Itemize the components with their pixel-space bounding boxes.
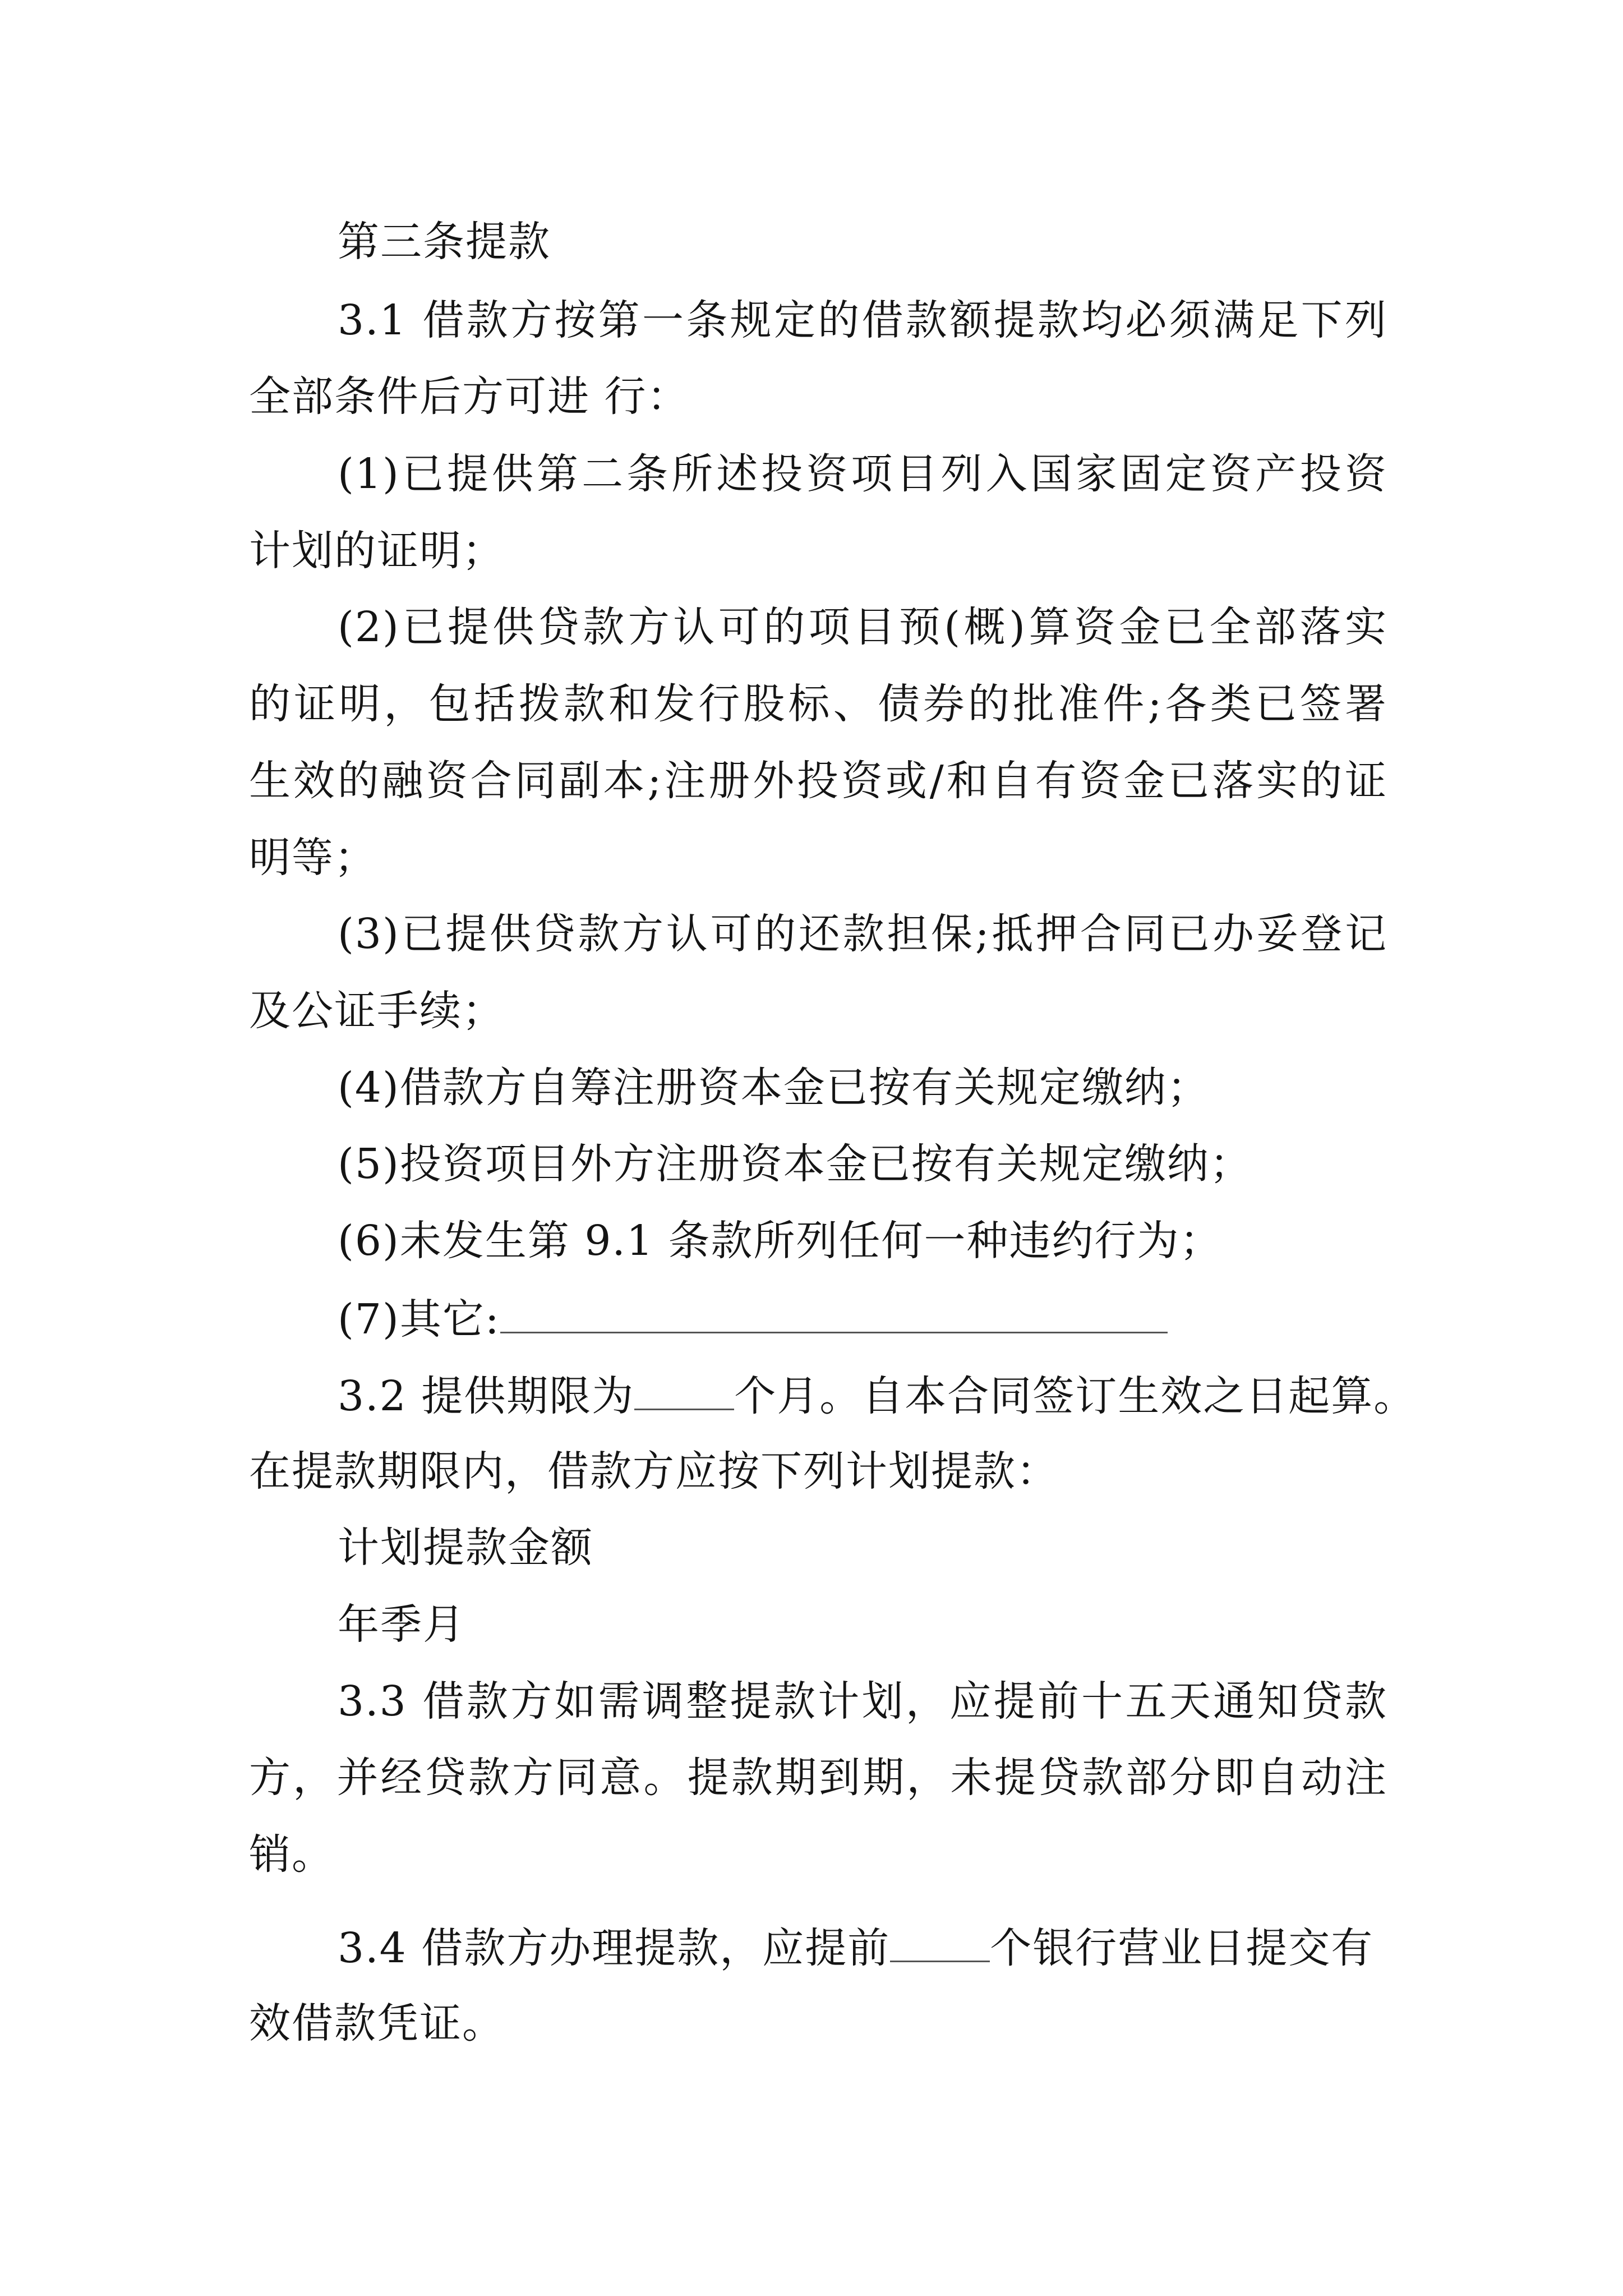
clause-3-2-tail: 个月。自本合同签订生效之日起算。 (734, 1372, 1417, 1420)
condition-1-line-2: 计划的证明； (249, 527, 505, 575)
clause-3-1-line-1: 3.1 借款方按第一条规定的借款额提款均必须满足下列 (338, 296, 1387, 344)
condition-7-label: (7)其它: (338, 1295, 500, 1343)
months-blank (634, 1369, 734, 1410)
plan-amount-label: 计划提款金额 (338, 1524, 593, 1572)
clause-3-1-line-2: 全部条件后方可进 行： (249, 372, 690, 421)
condition-2-line-3: 生效的融资合同副本;注册外投资或/和自有资金已落实的证 (249, 757, 1387, 805)
clause-3-3-line-1: 3.3 借款方如需调整提款计划，应提前十五天通知贷款 (338, 1677, 1387, 1726)
business-days-blank (890, 1921, 990, 1962)
clause-3-3-line-3: 销。 (249, 1830, 334, 1879)
clause-3-4-tail: 个银行营业日提交有 (990, 1924, 1374, 1972)
condition-2-line-1: (2)已提供贷款方认可的项目预(概)算资金已全部落实 (338, 603, 1387, 651)
clause-3-2-line-1 (338, 1369, 1476, 1420)
condition-1-line-1: (1)已提供第二条所述投资项目列入国家固定资产投资 (338, 450, 1387, 498)
article-heading: 第三条提款 (338, 218, 551, 266)
condition-4: (4)借款方自筹注册资本金已按有关规定缴纳； (338, 1064, 1210, 1112)
clause-3-2-lead: 3.2 提供期限为 (338, 1372, 635, 1420)
condition-2-line-2: 的证明，包括拨款和发行股标、债券的批准件;各类已签署 (249, 680, 1387, 728)
condition-6: (6)未发生第 9.1 条款所列任何一种违约行为； (338, 1217, 1223, 1265)
clause-3-4-lead: 3.4 借款方办理提款，应提前 (338, 1924, 891, 1972)
clause-3-4-line-1 (338, 1921, 1476, 1972)
condition-3-line-1: (3)已提供贷款方认可的还款担保;抵押合同已办妥登记 (338, 910, 1387, 958)
clause-3-3-line-2: 方，并经贷款方同意。提款期到期，未提贷款部分即自动注 (249, 1754, 1387, 1802)
condition-3-line-2: 及公证手续； (249, 987, 505, 1035)
condition-5: (5)投资项目外方注册资本金已按有关规定缴纳； (338, 1140, 1252, 1188)
plan-period-label: 年季月 (338, 1600, 465, 1649)
clause-3-4-line-2: 效借款凭证。 (249, 1999, 505, 2047)
condition-7 (338, 1292, 1476, 1343)
condition-2-line-4: 明等； (249, 834, 377, 882)
other-conditions-blank (500, 1292, 1168, 1333)
clause-3-2-line-2: 在提款期限内，借款方应按下列计划提款： (249, 1447, 1059, 1496)
